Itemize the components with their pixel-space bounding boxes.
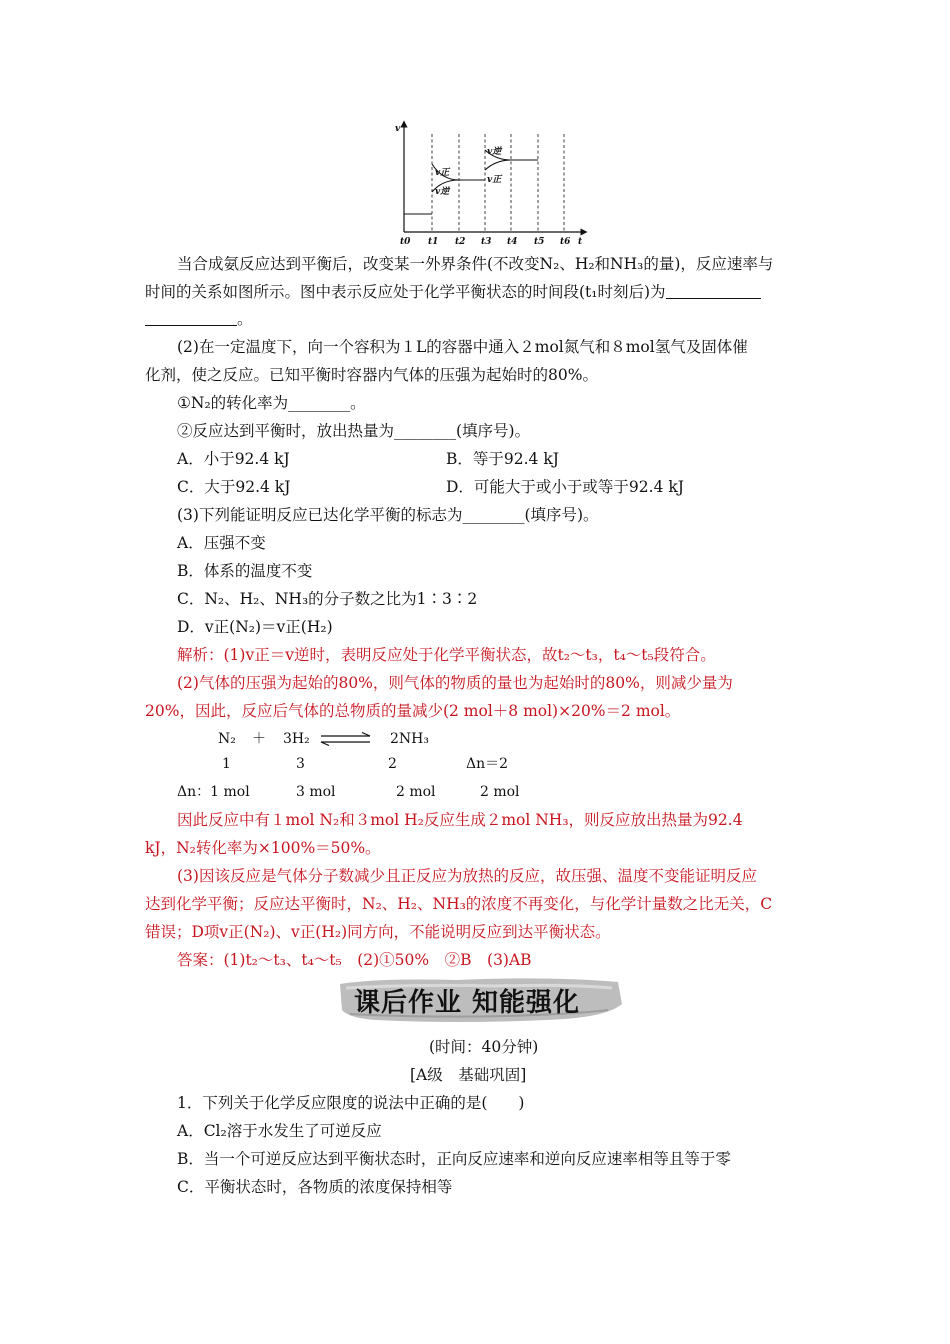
analysis-line5: kJ，N₂转化率为×100%＝50%。: [145, 839, 381, 857]
tick-t5: t5: [534, 237, 545, 247]
q1-answer-blank: [666, 284, 761, 299]
x-axis-label: t: [578, 237, 583, 247]
answer-line: 答案：(1)t₂～t₃、t₄～t₅ (2)①50% ②B (3)AB: [177, 951, 532, 969]
q3-option-d: D．v正(N₂)＝v正(H₂): [177, 618, 333, 636]
eq-row1-h2: 3: [296, 756, 305, 772]
label-v-forward-1: v正: [435, 168, 450, 178]
level-heading: [A级 基础巩固]: [410, 1066, 527, 1084]
q1-line3: [145, 309, 253, 329]
q2-sub2: ②反应达到平衡时，放出热量为________(填序号)。: [177, 422, 531, 440]
tick-t4: t4: [507, 237, 518, 247]
v-forward-curve-2: [485, 160, 511, 170]
eq-row2-h2: 3 mol: [296, 784, 336, 800]
eq-plus: ＋: [252, 731, 266, 747]
eq-row2-nh3: 2 mol: [396, 784, 436, 800]
analysis-line1: 解析：(1)v正＝v逆时，表明反应处于化学平衡状态，故t₂～t₃，t₄～t₅段符合。: [177, 646, 716, 664]
analysis-line8: 错误；D项v正(N₂)、v正(H₂)同方向，不能说明反应到达平衡状态。: [145, 923, 611, 941]
reversible-arrow-icon: [320, 732, 372, 746]
q2-option-b: B．等于92.4 kJ: [446, 450, 559, 468]
analysis-line2: (2)气体的压强为起始的80%，则气体的物质的量也为起始时的80%，则减少量为: [177, 674, 733, 692]
next-question-option-c: C．平衡状态时，各物质的浓度保持相等: [177, 1178, 453, 1196]
q1-answer-blank-2: [145, 311, 237, 326]
analysis-line4: 因此反应中有１mol N₂和３mol H₂反应生成２mol NH₃，则反应放出热量为92.4: [177, 811, 743, 829]
q3-option-c: C．N₂、H₂、NH₃的分子数之比为1∶3∶2: [177, 590, 478, 608]
q3-stem: (3)下列能证明反应已达化学平衡的标志为________(填序号)。: [177, 506, 599, 524]
eq-row1-nh3: 2: [388, 756, 397, 772]
eq-h2: 3H₂: [283, 731, 310, 747]
label-v-reverse-1: v逆: [435, 187, 450, 197]
eq-nh3: 2NH₃: [390, 731, 429, 747]
q1-line3-end: 。: [237, 310, 253, 328]
analysis-line7: 达到化学平衡；反应达平衡时，N₂、H₂、NH₃的浓度不再变化，与化学计量数之比无关，C: [145, 895, 773, 913]
next-question-stem: 1．下列关于化学反应限度的说法中正确的是( ): [177, 1094, 525, 1112]
eq-row1-dn: Δn＝2: [466, 756, 509, 772]
analysis-line6: (3)因该反应是气体分子数减少且正反应为放热的反应，故压强、温度不变能证明反应: [177, 867, 757, 885]
eq-row2-dn: 2 mol: [480, 784, 520, 800]
label-v-reverse-2: v逆: [487, 147, 502, 157]
q1-line1: 当合成氨反应达到平衡后，改变某一外界条件(不改变N₂、H₂和NH₃的量)，反应速率与: [177, 255, 774, 273]
eq-row2-n2: Δn：1 mol: [177, 784, 250, 800]
q2-option-c: C．大于92.4 kJ: [177, 478, 291, 496]
next-question-option-a: A．Cl₂溶于水发生了可逆反应: [177, 1122, 382, 1140]
tick-t3: t3: [481, 237, 492, 247]
tick-t0: t0: [400, 237, 411, 247]
q1-line2: [145, 282, 761, 302]
q2-line1: (2)在一定温度下，向一个容积为１L的容器中通入２mol氮气和８mol氢气及固体催: [177, 338, 748, 356]
q2-line2: 化剂，使之反应。已知平衡时容器内气体的压强为起始时的80%。: [145, 366, 598, 384]
time-limit: (时间：40分钟): [429, 1038, 539, 1056]
rate-time-graph: [392, 120, 592, 250]
section-banner-title: 课后作业 知能强化: [354, 988, 581, 1018]
y-axis-label: v: [395, 124, 401, 134]
analysis-line3: 20%，因此，反应后气体的总物质的量减少(2 mol＋8 mol)×20%＝2 mol。: [145, 702, 681, 720]
next-question-option-b: B．当一个可逆反应达到平衡状态时，正向反应速率和逆向反应速率相等且等于零: [177, 1150, 731, 1168]
q2-sub1: ①N₂的转化率为________。: [177, 394, 366, 412]
eq-row1-n2: 1: [222, 756, 231, 772]
q2-option-d: D．可能大于或小于或等于92.4 kJ: [446, 478, 684, 496]
tick-t2: t2: [455, 237, 466, 247]
label-v-forward-2: v正: [487, 175, 502, 185]
tick-t1: t1: [428, 237, 439, 247]
tick-t6: t6: [560, 237, 571, 247]
q3-option-b: B．体系的温度不变: [177, 562, 313, 580]
q3-option-a: A．压强不变: [177, 534, 266, 552]
q1-line2-text: 时间的关系如图所示。图中表示反应处于化学平衡状态的时间段(t₁时刻后)为: [145, 283, 666, 301]
q2-option-a: A．小于92.4 kJ: [177, 450, 290, 468]
eq-n2: N₂: [218, 731, 236, 747]
